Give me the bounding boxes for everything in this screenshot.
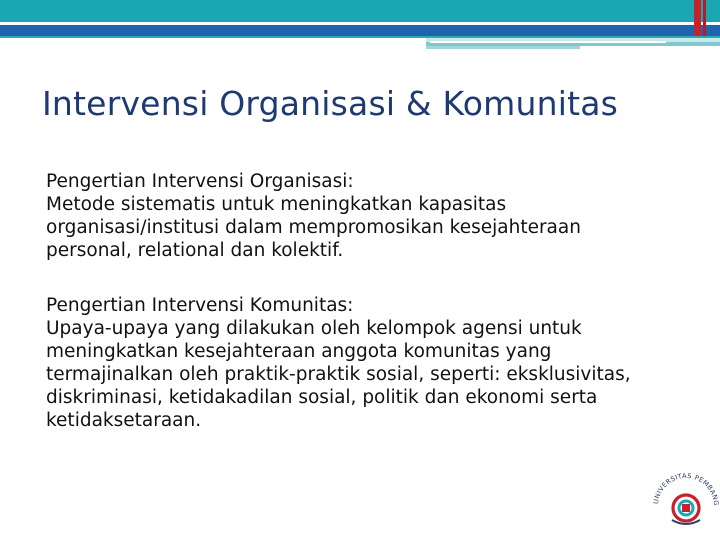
section-line: termajinalkan oleh praktik-praktik sosial, seperti: eksklusivitas, bbox=[46, 364, 631, 385]
top-band-teal bbox=[0, 0, 720, 22]
svg-text:UNIVERSITAS PEMBANGUNAN JAYA bbox=[647, 456, 720, 506]
section-line: diskriminasi, ketidakadilan sosial, politik dan ekonomi serta bbox=[46, 387, 598, 408]
accent-strip-white bbox=[430, 41, 666, 43]
section-line: personal, relational dan kolektif. bbox=[46, 240, 344, 261]
section-line: ketidaksetaraan. bbox=[46, 410, 202, 431]
section-line: organisasi/institusi dalam mempromosikan kesejahteraan bbox=[46, 217, 581, 238]
slide-content bbox=[46, 170, 686, 432]
section-line: meningkatkan kesejahteraan anggota komunitas yang bbox=[46, 341, 552, 362]
accent-red-bar-2 bbox=[703, 0, 706, 36]
accent-red-bar bbox=[694, 0, 701, 36]
accent-strip-2 bbox=[426, 46, 580, 49]
section-gap bbox=[46, 262, 686, 294]
slide-title: Intervensi Organisasi & Komunitas bbox=[42, 84, 619, 123]
section-heading-komunitas: Pengertian Intervensi Komunitas: bbox=[46, 295, 354, 316]
university-seal-icon bbox=[647, 456, 720, 540]
logo-text: UNIVERSITAS PEMBANGUNAN JAYA bbox=[647, 456, 720, 507]
section-line: Upaya-upaya yang dilakukan oleh kelompok agensi untuk bbox=[46, 318, 582, 339]
section-heading-organisasi: Pengertian Intervensi Organisasi: bbox=[46, 171, 354, 192]
section-line: Metode sistematis untuk meningkatkan kapasitas bbox=[46, 194, 507, 215]
top-band-blue bbox=[0, 25, 720, 36]
